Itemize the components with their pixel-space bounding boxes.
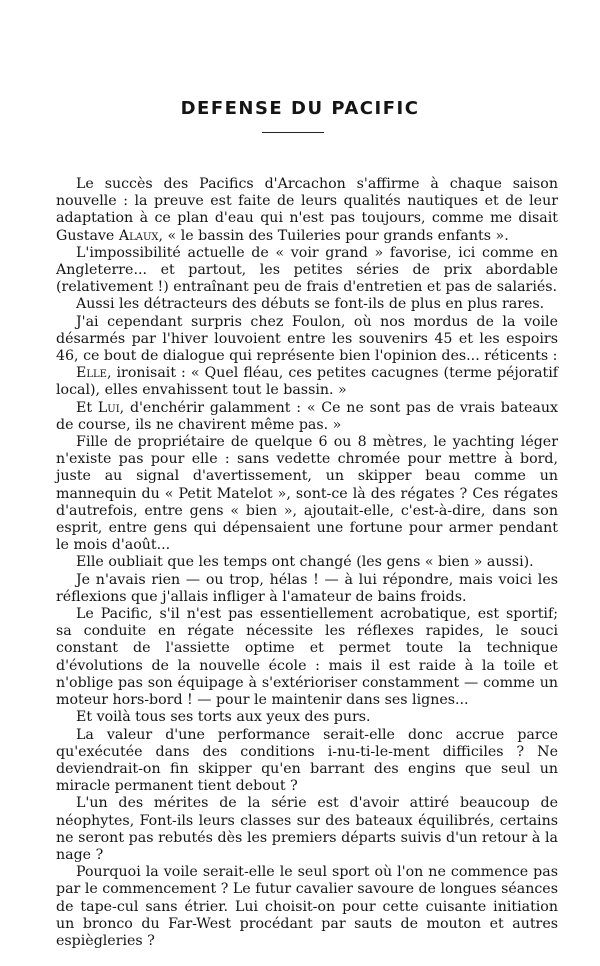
paragraph-10: Le Pacific, s'il n'est pas essentiellement acrobatique, est sportif; sa conduite en régate nécessite les réflexes rapides, le souci constant de l'assiette optime et permet toute la technique d'évolutions de la nouvelle école : mais il est raide à la toile et n'oblige pas son équipage à s'extérioriser constamment — comme un moteur hors-bord ! — pour le maintenir dans ses lignes... — [56, 606, 558, 709]
article-title: DEFENSE DU PACIFIC — [180, 98, 420, 120]
paragraph-8: Elle oubliait que les temps ont changé (les gens « bien » aussi). — [76, 554, 534, 571]
paragraph-14: Pourquoi la voile serait-elle le seul sport où l'on ne commence pas par le commencement ? Le futur cavalier savoure de longues séances de tape-cul sans étrier. Lui choisit-on pour cette cuisante initiation un bronco du Far-West procédant par sauts de mouton et autres espiègleries ? — [56, 864, 558, 949]
paragraph-12: La valeur d'une performance serait-elle donc accrue parce qu'exécutée dans des conditions i-nu-ti-le-ment difficiles ? Ne deviendrait-on fin skipper qu'en barrant des engins que seul un miracle permanent tient debout ? — [56, 726, 558, 795]
paragraph-9: Je n'avais rien — ou trop, hélas ! — à lui répondre, mais voici les réflexions que j'allais infliger à l'amateur de bains froids. — [56, 571, 558, 605]
paragraph-7: Fille de propriétaire de quelque 6 ou 8 mètres, le yachting léger n'existe pas pour elle : sans vedette chromée pour mettre à bord, juste au signal d'avertissement, un skipper beau comme un mannequin du « Petit Matelot », sont-ce là des régates ? Ces régates d'autrefois, entre gens « bien », ajoutait-elle, c'est-à-dire, dans son esprit, entre gens qui dépensaient une fortune pour armer pendant le mois d'août... — [56, 434, 558, 554]
paragraph-5: Elle, ironisait : « Quel fléau, ces petites cacugnes (terme péjoratif local), elles envahissent tout le bassin. » — [56, 365, 558, 399]
paragraph-6: Et Lui, d'enchérir galamment : « Ce ne sont pas de vrais bateaux de course, ils ne chavirent même pas. » — [56, 399, 558, 433]
paragraph-13: L'un des mérites de la série est d'avoir attiré beaucoup de néophytes, Font-ils leurs classes sur des bateaux équilibrés, certains ne seront pas rebutés dès les premiers départs suivis d'un retour à la nage ? — [56, 795, 558, 863]
paragraph-3: Aussi les détracteurs des débuts se font-ils de plus en plus rares. — [76, 296, 545, 313]
paragraph-1: Le succès des Pacifics d'Arcachon s'affirme à chaque saison nouvelle : la preuve est faite de leurs qualités nautiques et de leur adaptation à ce plan d'eau qui n'est pas toujours, comme me disait Gustave Alaux, « le bassin des Tuileries pour grands enfants ». — [56, 176, 558, 244]
speaker-lui: Lui — [97, 399, 120, 416]
speaker-elle: Elle — [76, 365, 107, 382]
paragraph-4: J'ai cependant surpris chez Foulon, où nos mordus de la voile désarmés par l'hiver louvoient entre les souvenirs 45 et les espoirs 46, ce bout de dialogue qui représente bien l'opinion des... réticents : — [56, 313, 558, 365]
title-divider — [262, 132, 324, 133]
author-name: Alaux — [118, 227, 159, 244]
paragraph-2: L'impossibilité actuelle de « voir grand » favorise, ici comme en Angleterre... et partout, les petites séries de prix abordable (relativement !) entraînant peu de frais d'entretien et pas de salariés. — [56, 244, 558, 296]
paragraph-11: Et voilà tous ses torts aux yeux des purs. — [76, 709, 371, 726]
article-body — [56, 176, 558, 950]
